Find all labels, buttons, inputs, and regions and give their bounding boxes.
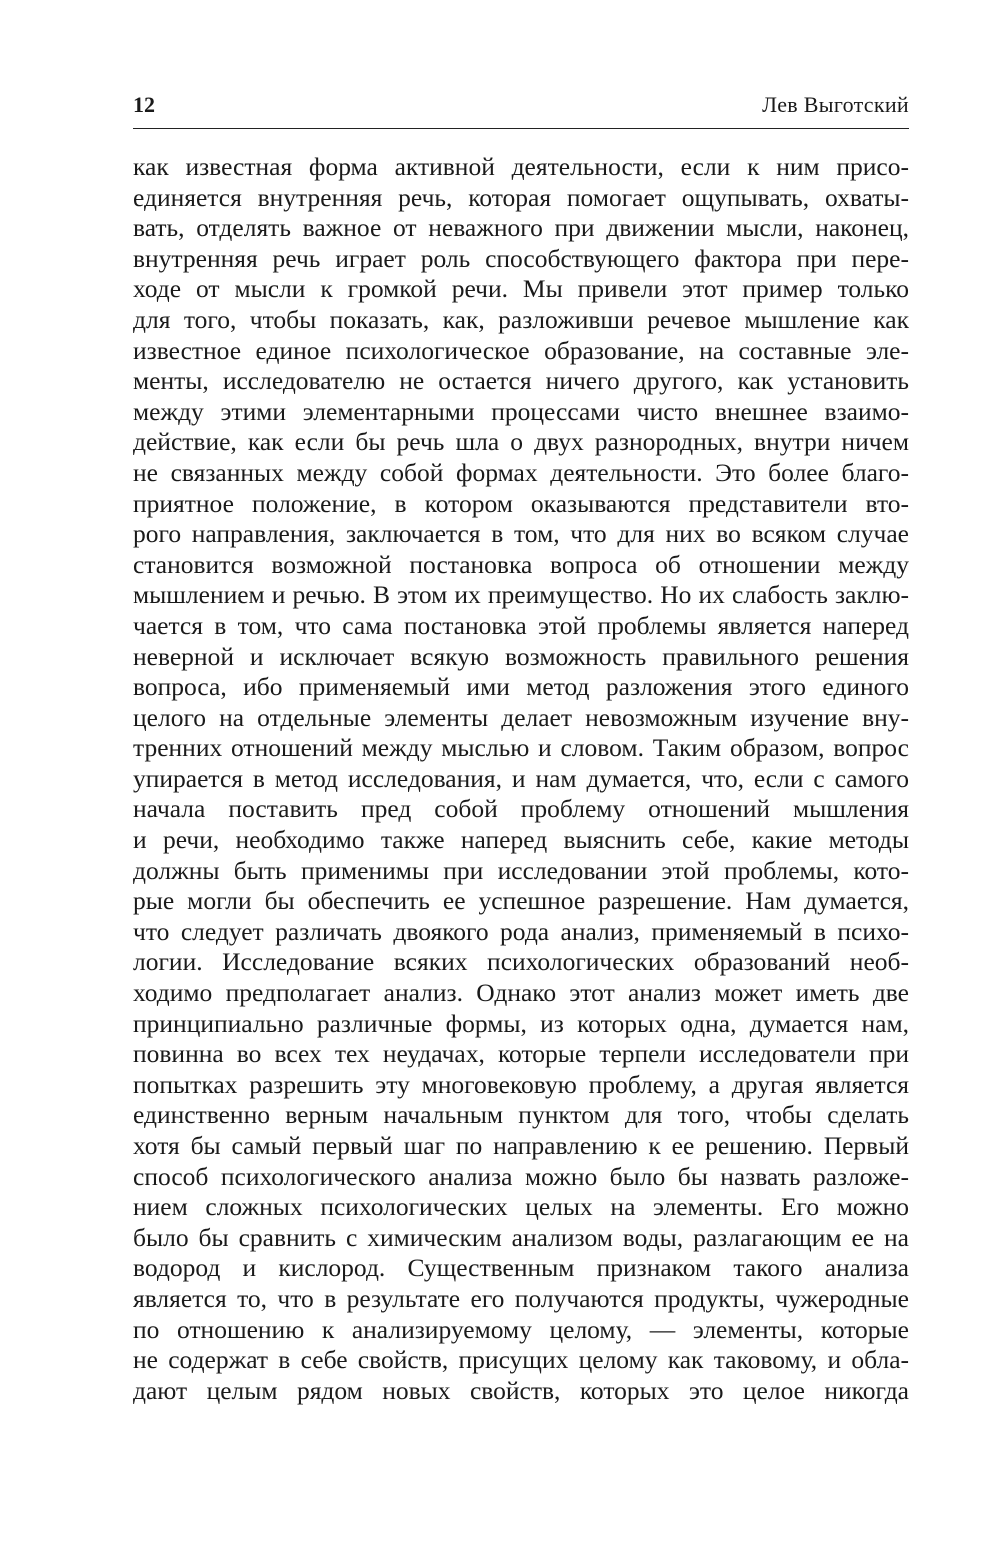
book-author: Лев Выготский <box>762 92 909 117</box>
text-line: рого направления, заключается в том, что для них во всяком случае <box>133 519 909 549</box>
text-line: целого на отдельные элементы делает невозможным изучение вну- <box>133 702 909 732</box>
text-line: вопроса, ибо применяемый ими метод разложения этого единого <box>133 672 909 702</box>
text-line: упирается в метод исследования, и нам думается, что, если с самого <box>133 763 909 793</box>
text-line: тренних отношений между мыслью и словом. Таким образом, вопрос <box>133 733 909 763</box>
text-line: рые могли бы обеспечить ее успешное разрешение. Нам думается, <box>133 886 909 916</box>
text-line: хотя бы самый первый шаг по направлению к ее решению. Первый <box>133 1131 909 1160</box>
text-line: внутренняя речь играет роль способствующего фактора при пере- <box>133 243 909 273</box>
text-line: как известная форма активной деятельности, если к ним присо- <box>133 152 909 181</box>
text-line: известное единое психологическое образование, на составные эле- <box>133 335 909 365</box>
text-line: становится возможной постановка вопроса об отношении между <box>133 549 909 579</box>
text-line: действие, как если бы речь шла о двух разнородных, внутри ничем <box>133 427 909 457</box>
text-line: способ психологического анализа можно было бы назвать разложе- <box>133 1161 909 1191</box>
text-line: менты, исследователю не остается ничего другого, как установить <box>133 366 909 396</box>
text-line: единяется внутренняя речь, которая помогает ощупывать, охваты- <box>133 182 909 212</box>
text-line: ходе от мысли к громкой речи. Мы привели этот пример только <box>133 274 909 304</box>
text-line: водород и кислород. Существенным признаком такого анализа <box>133 1253 909 1283</box>
text-line: ходимо предполагает анализ. Однако этот анализ может иметь две <box>133 978 909 1008</box>
text-line: попытках разрешить эту многовековую проблему, а другая является <box>133 1069 909 1099</box>
text-line: неверной и исключает всякую возможность правильного решения <box>133 641 909 671</box>
text-line: было бы сравнить с химическим анализом воды, разлагающим ее на <box>133 1222 909 1252</box>
text-line: принципиально различные формы, из которых одна, думается нам, <box>133 1008 909 1038</box>
text-line: что следует различать двоякого рода анализ, применяемый в психо- <box>133 916 909 946</box>
body-text <box>133 152 909 1406</box>
text-line: логии. Исследование всяких психологических образований необ- <box>133 947 909 977</box>
text-line: между этими элементарными процессами чисто внешнее взаимо- <box>133 396 909 426</box>
running-head <box>133 92 909 122</box>
text-line: повинна во всех тех неудачах, которые терпели исследователи при <box>133 1039 909 1069</box>
text-line: не связанных между собой формах деятельности. Это более благо- <box>133 457 909 487</box>
text-line: по отношению к анализируемому целому, — элементы, которые <box>133 1314 909 1344</box>
text-line: нием сложных психологических целых на элементы. Его можно <box>133 1192 909 1222</box>
text-line: и речи, необходимо также наперед выяснить себе, какие методы <box>133 825 909 855</box>
text-line: является то, что в результате его получаются продукты, чужеродные <box>133 1283 909 1313</box>
text-line: чается в том, что сама постановка этой проблемы является наперед <box>133 610 909 640</box>
text-line: вать, отделять важное от неважного при движении мысли, наконец, <box>133 213 909 243</box>
text-line: начала поставить пред собой проблему отношений мышления <box>133 794 909 824</box>
text-line: не содержат в себе свойств, присущих целому как таковому, и обла- <box>133 1345 909 1375</box>
text-line: для того, чтобы показать, как, разложивши речевое мышление как <box>133 304 909 334</box>
text-line: приятное положение, в котором оказываются представители вто- <box>133 488 909 518</box>
text-line: должны быть применимы при исследовании этой проблемы, кото- <box>133 855 909 885</box>
page-number: 12 <box>133 92 155 117</box>
text-line: дают целым рядом новых свойств, которых это целое никогда <box>133 1375 909 1405</box>
header-rule <box>133 128 909 129</box>
text-line: мышлением и речью. В этом их преимущество. Но их слабость заклю- <box>133 580 909 610</box>
text-line: единственно верным начальным пунктом для того, чтобы сделать <box>133 1100 909 1130</box>
